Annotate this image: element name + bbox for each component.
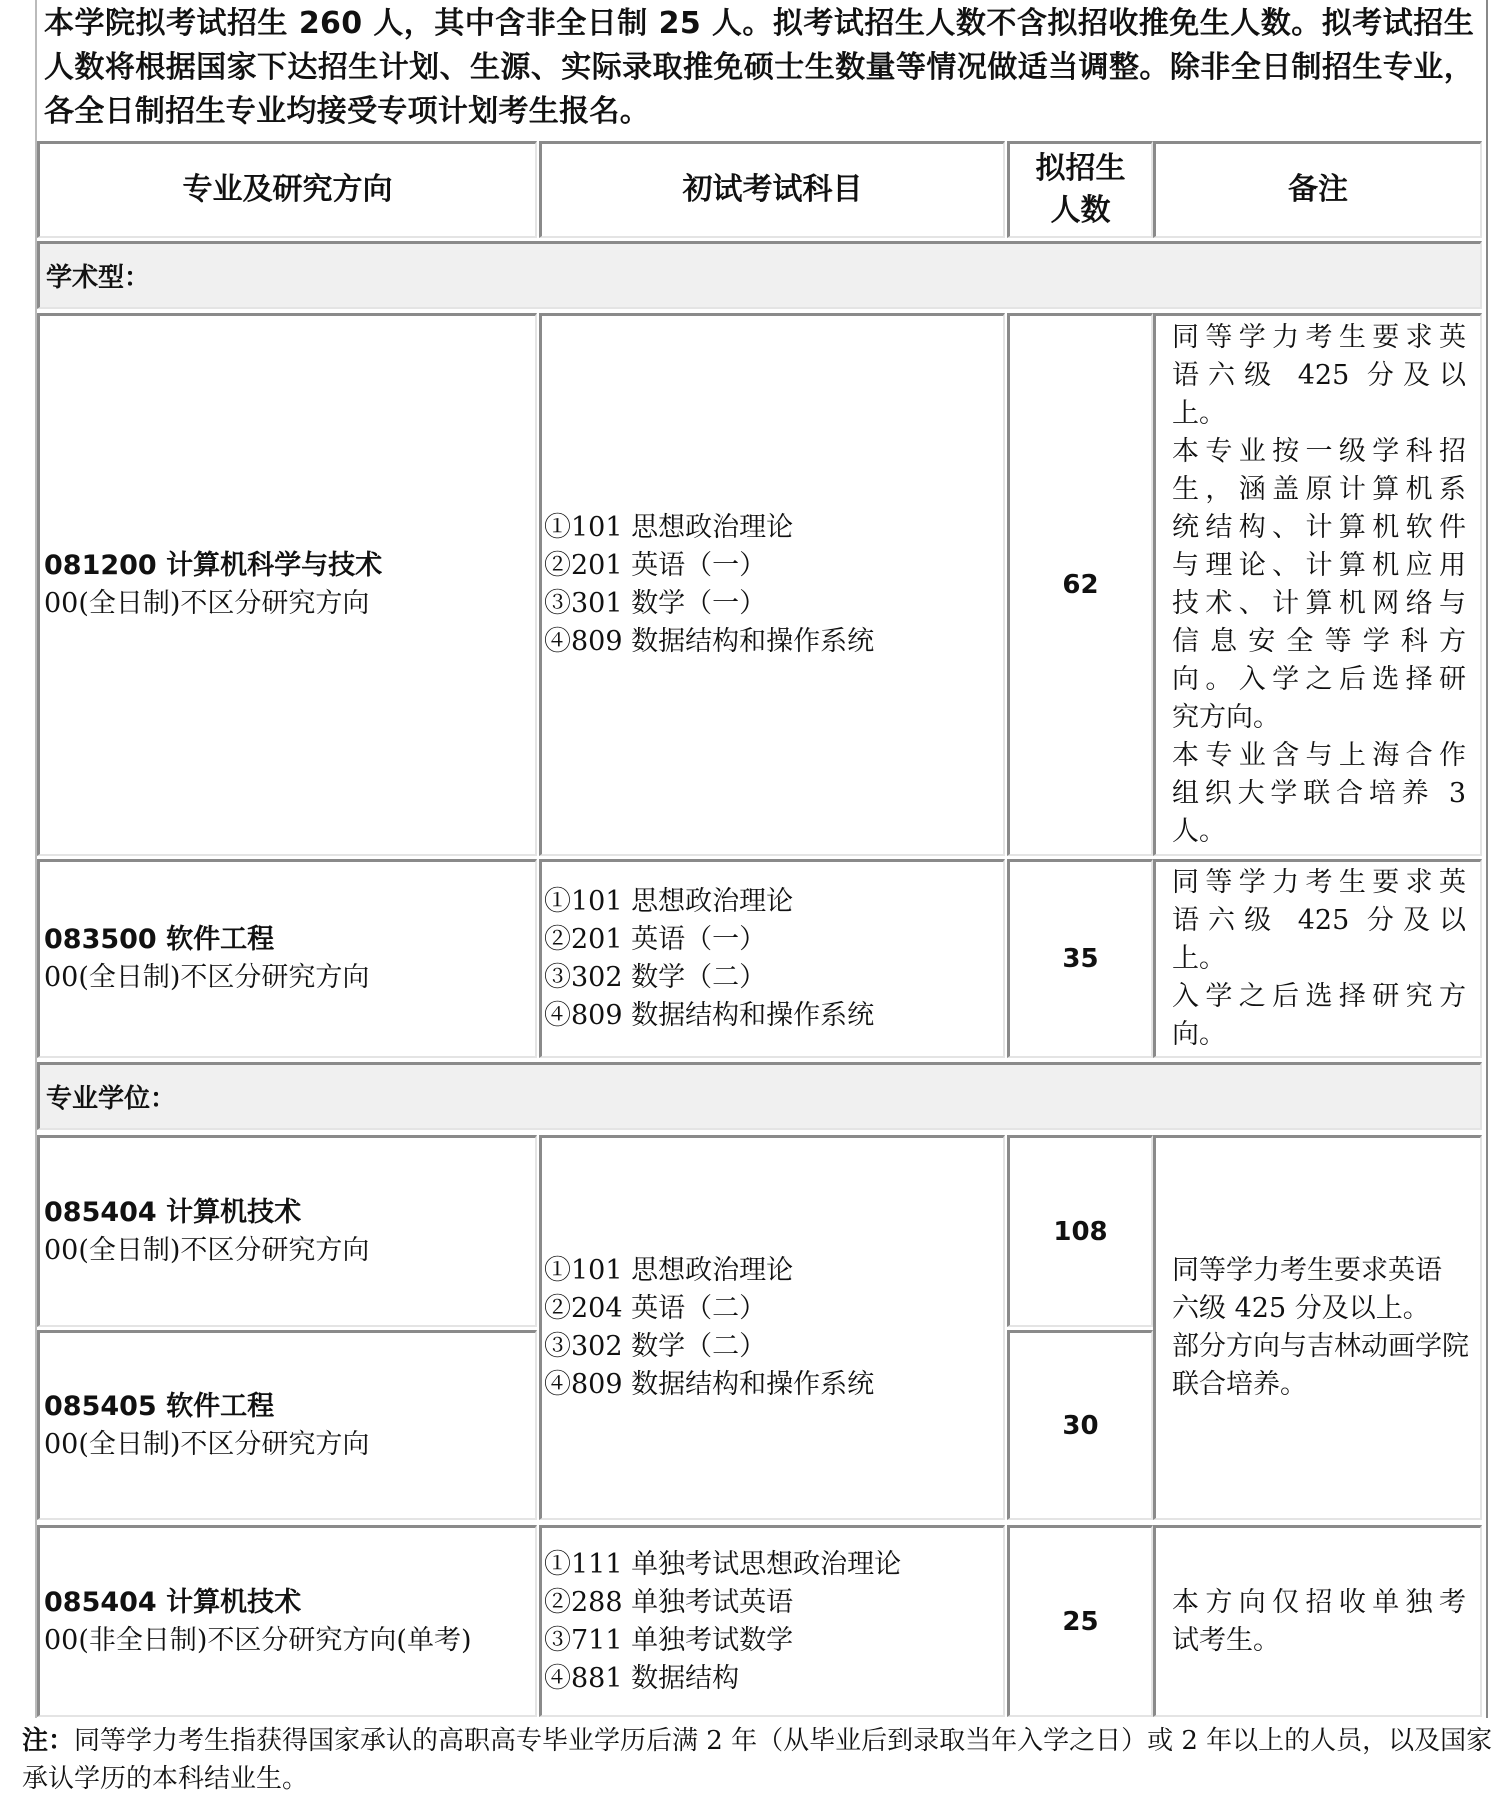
research-direction: 00(全日制)不区分研究方向 bbox=[44, 588, 370, 619]
subject-item: ②201 英语（一） bbox=[544, 924, 767, 955]
remarks-text bbox=[1172, 1252, 1469, 1404]
quota-value: 35 bbox=[1062, 944, 1099, 974]
subject-item: ④809 数据结构和操作系统 bbox=[544, 626, 875, 657]
remarks-line: 向。入学之后选择研 bbox=[1172, 664, 1466, 695]
remarks-cell bbox=[1153, 1135, 1482, 1520]
remarks-line: 上。 bbox=[1172, 943, 1226, 974]
remarks-line: 六级 425 分及以上。 bbox=[1172, 1293, 1430, 1324]
major-info bbox=[44, 1194, 369, 1270]
subjects-cell bbox=[539, 859, 1005, 1058]
remarks-line: 统结构、计算机软件 bbox=[1172, 512, 1466, 543]
subjects-cell bbox=[539, 313, 1005, 856]
remarks-line: 同等学力考生要求英 bbox=[1172, 322, 1466, 353]
subjects-list bbox=[544, 883, 874, 1035]
remarks-text bbox=[1172, 319, 1466, 851]
section-label: 学术型： bbox=[46, 263, 151, 293]
remarks-line: 部分方向与吉林动画学院 bbox=[1172, 1331, 1469, 1362]
subject-item: ④809 数据结构和操作系统 bbox=[544, 1369, 875, 1400]
footnote bbox=[22, 1722, 1496, 1798]
remarks-line: 同等学力考生要求英语 bbox=[1172, 1255, 1442, 1286]
quota-value: 30 bbox=[1062, 1410, 1099, 1441]
section-label: 专业学位： bbox=[46, 1084, 177, 1114]
remarks-line: 试考生。 bbox=[1172, 1624, 1280, 1656]
quota-cell bbox=[1007, 859, 1153, 1058]
subjects-list bbox=[544, 1546, 901, 1698]
subject-item: ①101 思想政治理论 bbox=[544, 512, 794, 543]
subject-item: ②204 英语（二） bbox=[544, 1293, 767, 1324]
subject-item: ③302 数学（二） bbox=[544, 1331, 767, 1362]
subject-item: ④881 数据结构 bbox=[544, 1662, 740, 1694]
remarks-line: 语六级 425 分及以 bbox=[1172, 360, 1466, 391]
subjects-list bbox=[544, 509, 874, 661]
remarks-line: 信息安全等学科方 bbox=[1172, 626, 1466, 657]
header-major-label: 专业及研究方向 bbox=[182, 172, 393, 207]
subject-item: ③711 单独考试数学 bbox=[544, 1624, 794, 1656]
remarks-cell bbox=[1153, 1525, 1482, 1717]
major-code-name: 083500 软件工程 bbox=[44, 924, 275, 955]
major-info bbox=[44, 921, 369, 997]
subject-item: ②201 英语（一） bbox=[544, 550, 767, 581]
remarks-text bbox=[1172, 864, 1466, 1054]
quota-cell bbox=[1007, 1330, 1153, 1520]
header-remarks-label: 备注 bbox=[1288, 172, 1348, 207]
quota-value: 62 bbox=[1062, 570, 1099, 600]
quota-cell bbox=[1007, 313, 1153, 856]
header-subjects bbox=[539, 141, 1005, 238]
research-direction: 00(全日制)不区分研究方向 bbox=[44, 1428, 370, 1460]
research-direction: 00(全日制)不区分研究方向 bbox=[44, 962, 370, 993]
remarks-line: 究方向。 bbox=[1172, 702, 1280, 733]
remarks-line: 向。 bbox=[1172, 1019, 1226, 1050]
remarks-line: 组织大学联合培养 3 bbox=[1172, 778, 1466, 809]
header-quota bbox=[1007, 141, 1153, 238]
major-cell bbox=[37, 1135, 537, 1327]
remarks-line: 人。 bbox=[1172, 816, 1226, 847]
quota-cell bbox=[1007, 1135, 1153, 1327]
major-info bbox=[44, 547, 382, 623]
major-info bbox=[44, 1584, 472, 1660]
remarks-line: 语六级 425 分及以 bbox=[1172, 905, 1466, 936]
remarks-line: 本方向仅招收单独考 bbox=[1172, 1586, 1466, 1618]
subject-item: ④809 数据结构和操作系统 bbox=[544, 1000, 875, 1031]
major-cell bbox=[37, 313, 537, 856]
remarks-line: 本专业按一级学科招 bbox=[1172, 436, 1466, 467]
major-cell bbox=[37, 1330, 537, 1520]
subject-item: ①111 单独考试思想政治理论 bbox=[544, 1548, 902, 1580]
intro-text: 本学院拟考试招生 260 人，其中含非全日制 25 人。拟考试招生人数不含拟招收推免生人数。拟考试招生人数将根据国家下达招生计划、生源、实际录取推免硕士生数量等情况做适当调整。除非全日制招生专业，各全日制招生专业均接受专项计划考生报名。 bbox=[44, 6, 1474, 129]
header-quota-label: 拟招生人数 bbox=[1035, 151, 1126, 228]
subject-item: ②288 单独考试英语 bbox=[544, 1586, 794, 1618]
subject-item: ①101 思想政治理论 bbox=[544, 1255, 794, 1286]
remarks-line: 入学之后选择研究方 bbox=[1172, 981, 1466, 1012]
remarks-line: 生，涵盖原计算机系 bbox=[1172, 474, 1466, 505]
major-code-name: 085404 计算机技术 bbox=[44, 1586, 302, 1618]
remarks-line: 与理论、计算机应用 bbox=[1172, 550, 1466, 581]
remarks-line: 技术、计算机网络与 bbox=[1172, 588, 1466, 619]
major-info bbox=[44, 1388, 369, 1464]
section-academic bbox=[37, 241, 1482, 309]
subject-item: ①101 思想政治理论 bbox=[544, 886, 794, 917]
subjects-cell bbox=[539, 1525, 1005, 1717]
major-cell bbox=[37, 859, 537, 1058]
subject-item: ③301 数学（一） bbox=[544, 588, 767, 619]
quota-value: 25 bbox=[1062, 1606, 1099, 1637]
subject-item: ③302 数学（二） bbox=[544, 962, 767, 993]
remarks-line: 本专业含与上海合作 bbox=[1172, 740, 1466, 771]
subjects-cell bbox=[539, 1135, 1005, 1520]
remarks-line: 同等学力考生要求英 bbox=[1172, 867, 1466, 898]
remarks-cell bbox=[1153, 313, 1482, 856]
major-code-name: 081200 计算机科学与技术 bbox=[44, 550, 383, 581]
research-direction: 00(全日制)不区分研究方向 bbox=[44, 1234, 370, 1266]
quota-cell bbox=[1007, 1525, 1153, 1717]
remarks-cell bbox=[1153, 859, 1482, 1058]
header-subjects-label: 初试考试科目 bbox=[682, 172, 863, 207]
major-code-name: 085405 软件工程 bbox=[44, 1390, 275, 1422]
research-direction: 00(非全日制)不区分研究方向(单考) bbox=[44, 1624, 472, 1656]
major-code-name: 085404 计算机技术 bbox=[44, 1196, 302, 1228]
quota-value: 108 bbox=[1053, 1216, 1108, 1247]
header-major bbox=[37, 141, 537, 238]
subjects-list bbox=[544, 1252, 874, 1404]
remarks-line: 上。 bbox=[1172, 398, 1226, 429]
section-professional bbox=[37, 1062, 1482, 1130]
remarks-text bbox=[1172, 1584, 1466, 1660]
footnote-text: 同等学力考生指获得国家承认的高职高专毕业学历后满 2 年（从毕业后到录取当年入学之日）或 2 年以上的人员，以及国家承认学历的本科结业生。 bbox=[22, 1726, 1493, 1794]
remarks-line: 联合培养。 bbox=[1172, 1369, 1307, 1400]
footnote-label: 注： bbox=[22, 1726, 75, 1756]
major-cell bbox=[37, 1525, 537, 1717]
header-remarks bbox=[1153, 141, 1482, 238]
